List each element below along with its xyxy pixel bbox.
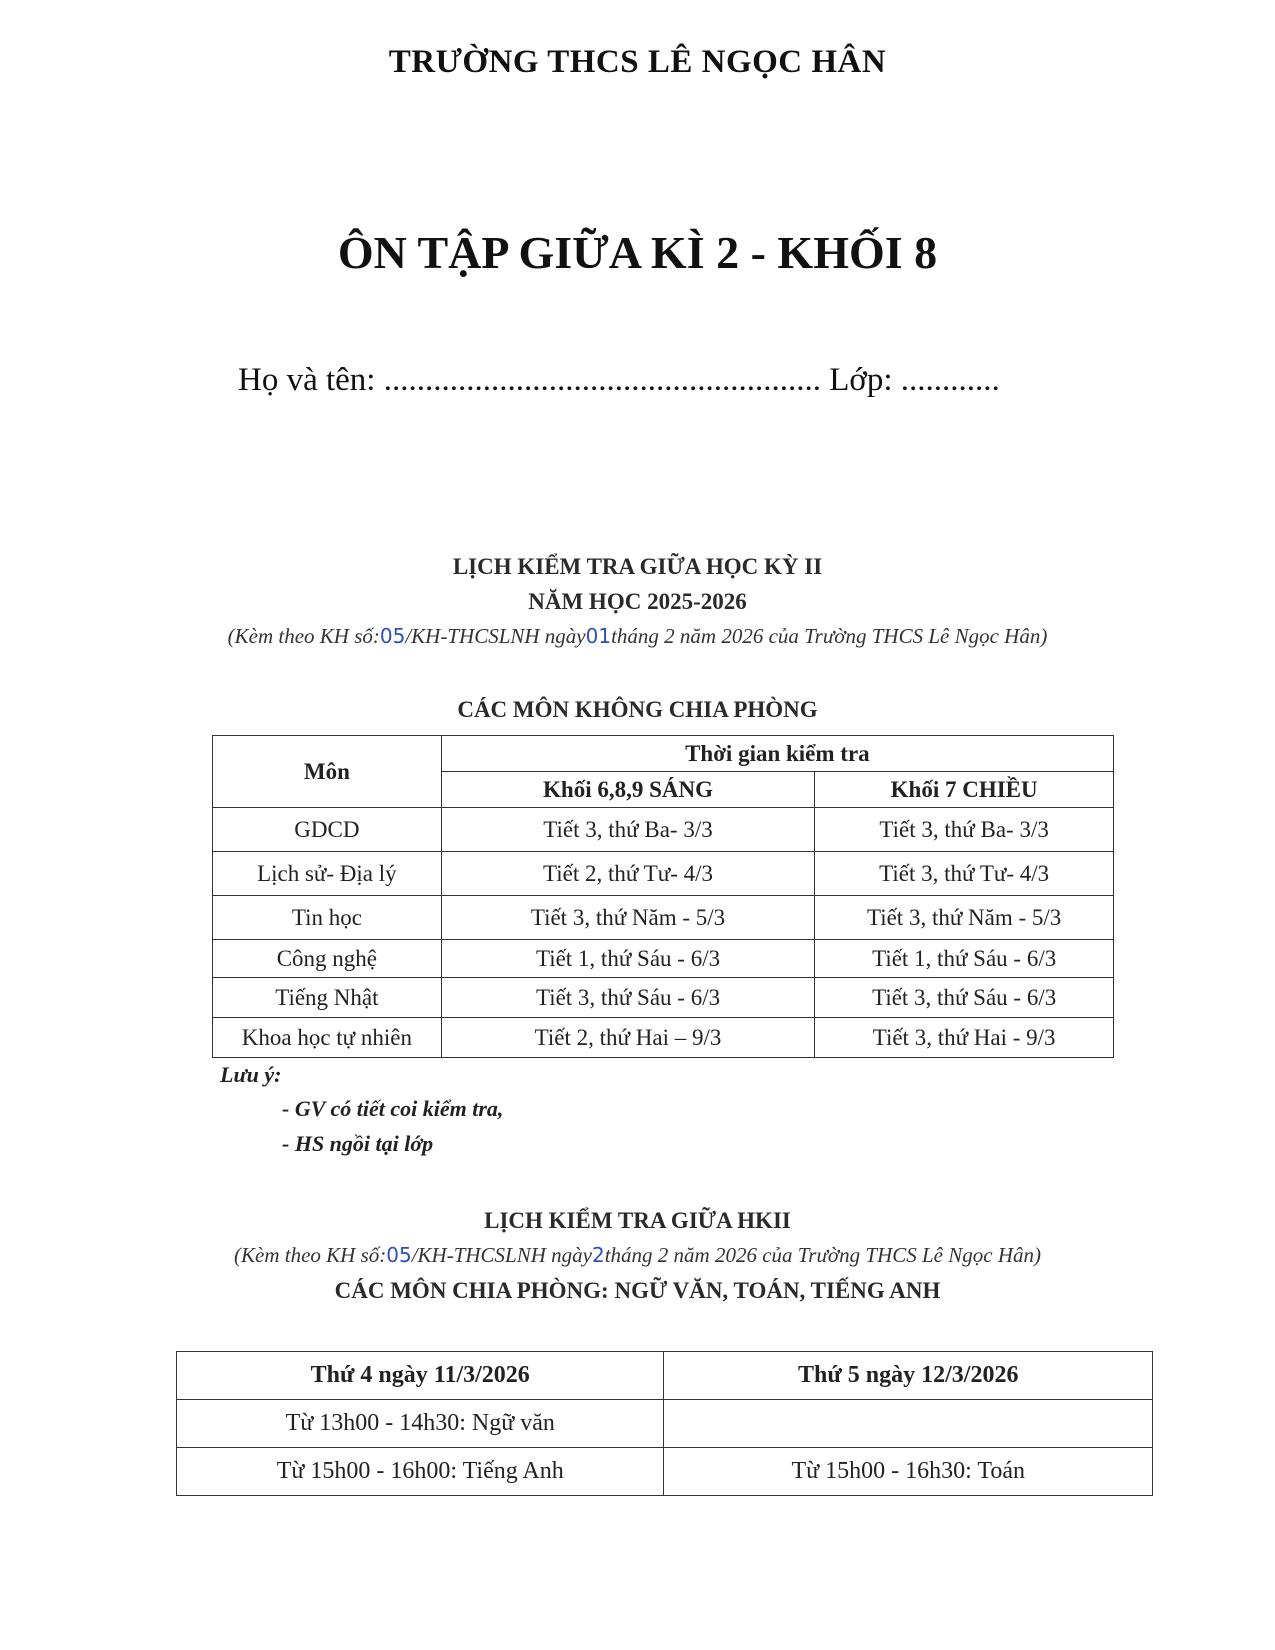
table-row — [177, 1400, 1153, 1448]
morning-cell: Tiết 2, thứ Tư- 4/3 — [441, 852, 815, 896]
day2-cell — [664, 1400, 1153, 1448]
schedule2-handwritten-day: 2 — [591, 1243, 605, 1267]
schedule2-note-part3: tháng 2 năm 2026 của Trường THCS Lê Ngọc Hân) — [604, 1243, 1041, 1267]
schedule1-note-part3: tháng 2 năm 2026 của Trường THCS Lê Ngọc Hân) — [611, 624, 1048, 648]
name-label: Họ và tên: — [238, 362, 376, 398]
table-row — [213, 1018, 1114, 1058]
morning-cell: Tiết 1, thứ Sáu - 6/3 — [441, 940, 815, 978]
class-field[interactable]: ............ — [900, 362, 1000, 398]
day2-cell: Từ 15h00 - 16h30: Toán — [664, 1448, 1153, 1496]
schedule2-section-title: CÁC MÔN CHIA PHÒNG: NGỮ VĂN, TOÁN, TIẾNG ANH — [334, 1278, 941, 1303]
table-row — [213, 808, 1114, 852]
schedule1-handwritten-day: 01 — [585, 624, 612, 648]
schedule1-note — [0, 624, 1275, 649]
schedule2-note-part2: /KH-THCSLNH ngày — [411, 1243, 592, 1267]
schedule1-handwritten-number: 05 — [379, 624, 406, 648]
table-row — [213, 940, 1114, 978]
afternoon-cell: Tiết 3, thứ Ba- 3/3 — [815, 808, 1114, 852]
schedule1-title-line2: NĂM HỌC 2025-2026 — [528, 589, 747, 614]
schedule2-table — [176, 1351, 1153, 1496]
name-field[interactable]: ..................................................... — [383, 362, 821, 398]
morning-cell: Tiết 3, thứ Năm - 5/3 — [441, 896, 815, 940]
subject-cell: Công nghệ — [213, 940, 442, 978]
school-name: TRƯỜNG THCS LÊ NGỌC HÂN — [388, 44, 887, 80]
afternoon-cell: Tiết 3, thứ Năm - 5/3 — [815, 896, 1114, 940]
schedule1-table — [212, 735, 1114, 1058]
schedule1-note-part1: (Kèm theo KH số: — [227, 624, 380, 648]
header-day1: Thứ 4 ngày 11/3/2026 — [177, 1352, 664, 1400]
schedule1-title-line1: LỊCH KIỂM TRA GIỮA HỌC KỲ II — [452, 554, 823, 579]
morning-cell: Tiết 2, thứ Hai – 9/3 — [441, 1018, 815, 1058]
header-morning: Khối 6,8,9 SÁNG — [441, 772, 815, 808]
schedule1-note-part2: /KH-THCSLNH ngày — [405, 624, 586, 648]
afternoon-cell: Tiết 3, thứ Hai - 9/3 — [815, 1018, 1114, 1058]
class-label: Lớp: — [829, 362, 893, 398]
schedule2-note-part1: (Kèm theo KH số: — [234, 1243, 387, 1267]
note-item: - HS ngồi tại lớp — [282, 1131, 434, 1156]
schedule2-handwritten-number: 05 — [386, 1243, 412, 1267]
subject-cell: Tiếng Nhật — [213, 978, 442, 1018]
header-day2: Thứ 5 ngày 12/3/2026 — [664, 1352, 1153, 1400]
subject-cell: Lịch sử- Địa lý — [213, 852, 442, 896]
schedule1-section-title: CÁC MÔN KHÔNG CHIA PHÒNG — [457, 697, 818, 722]
subject-cell: Khoa học tự nhiên — [213, 1018, 442, 1058]
subject-cell: GDCD — [213, 808, 442, 852]
student-info-line — [238, 362, 1000, 399]
afternoon-cell: Tiết 1, thứ Sáu - 6/3 — [815, 940, 1114, 978]
header-afternoon: Khối 7 CHIỀU — [815, 772, 1114, 808]
document-title: ÔN TẬP GIỮA KÌ 2 - KHỐI 8 — [337, 227, 938, 278]
table-row — [213, 978, 1114, 1018]
afternoon-cell: Tiết 3, thứ Tư- 4/3 — [815, 852, 1114, 896]
table-row — [177, 1448, 1153, 1496]
header-time: Thời gian kiểm tra — [441, 736, 1113, 772]
morning-cell: Tiết 3, thứ Ba- 3/3 — [441, 808, 815, 852]
table-row — [213, 852, 1114, 896]
schedule2-title: LỊCH KIỂM TRA GIỮA HKII — [484, 1208, 791, 1233]
table-row — [213, 896, 1114, 940]
subject-cell: Tin học — [213, 896, 442, 940]
header-subject: Môn — [213, 736, 442, 808]
note-item: - GV có tiết coi kiểm tra, — [282, 1096, 504, 1121]
day1-cell: Từ 13h00 - 14h30: Ngữ văn — [177, 1400, 664, 1448]
morning-cell: Tiết 3, thứ Sáu - 6/3 — [441, 978, 815, 1018]
afternoon-cell: Tiết 3, thứ Sáu - 6/3 — [815, 978, 1114, 1018]
day1-cell: Từ 15h00 - 16h00: Tiếng Anh — [177, 1448, 664, 1496]
notes-title: Lưu ý: — [220, 1062, 282, 1087]
schedule2-note — [0, 1243, 1275, 1268]
